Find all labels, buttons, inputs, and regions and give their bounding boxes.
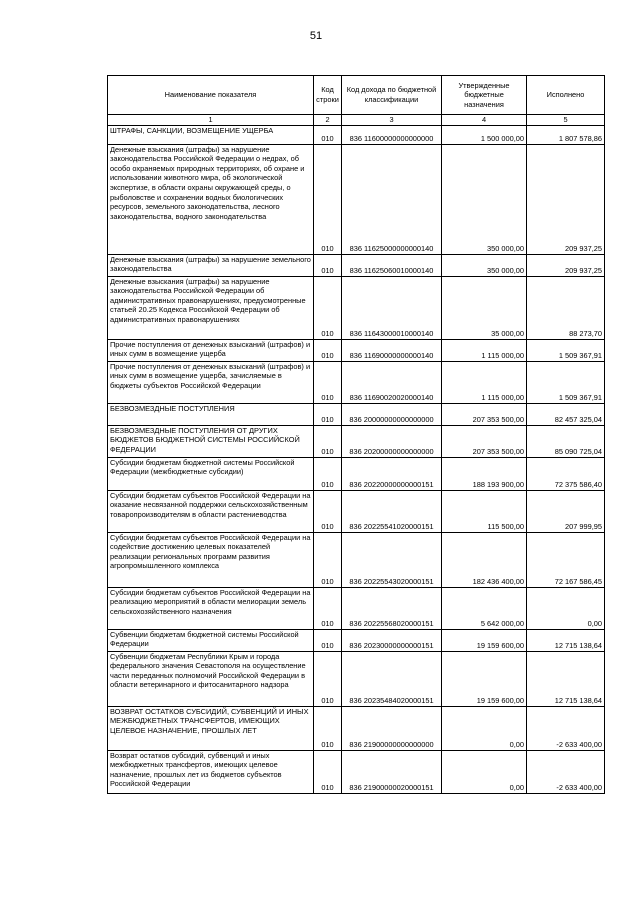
row-approved: 5 642 000,00 [442, 587, 527, 629]
row-line-code: 010 [314, 587, 342, 629]
row-executed: 82 457 325,04 [527, 403, 605, 425]
row-income-code: 836 11643000010000140 [342, 276, 442, 339]
row-name: Денежные взыскания (штрафы) за нарушение законодательства Российской Федерации о недрах, об особо охраняемых природных территориях, об охране и использовании животного мира, об экологической экспертизе, в области охраны окружающей среды, о рыболовстве и сохранении водных биологических ресурсов, земельного законодательства, лесного законодательства, водного законодательства [108, 144, 314, 254]
column-number: 1 [108, 115, 314, 126]
row-income-code: 836 20200000000000000 [342, 425, 442, 457]
row-line-code: 010 [314, 629, 342, 651]
row-income-code: 836 11690000000000140 [342, 339, 442, 361]
row-executed: 72 167 586,45 [527, 532, 605, 587]
row-income-code: 836 11625000000000140 [342, 144, 442, 254]
column-header-income-code: Код дохода по бюджетной классификации [342, 76, 442, 115]
row-income-code: 836 20225543020000151 [342, 532, 442, 587]
row-executed: 1 807 578,86 [527, 125, 605, 144]
column-header-line-code: Код строки [314, 76, 342, 115]
row-name: Субвенции бюджетам бюджетной системы Российской Федерации [108, 629, 314, 651]
row-approved: 1 115 000,00 [442, 361, 527, 403]
column-header-approved: Утвержденные бюджетные назначения [442, 76, 527, 115]
table-row [108, 532, 605, 587]
table-row [108, 403, 605, 425]
row-income-code: 836 20000000000000000 [342, 403, 442, 425]
table-header-row [108, 76, 605, 115]
row-income-code: 836 20225568020000151 [342, 587, 442, 629]
row-income-code: 836 11625060010000140 [342, 254, 442, 276]
row-name: Денежные взыскания (штрафы) за нарушение земельного законодательства [108, 254, 314, 276]
table-row [108, 587, 605, 629]
row-approved: 19 159 600,00 [442, 629, 527, 651]
row-approved: 182 436 400,00 [442, 532, 527, 587]
row-executed: 209 937,25 [527, 144, 605, 254]
table-row [108, 361, 605, 403]
row-line-code: 010 [314, 425, 342, 457]
row-approved: 115 500,00 [442, 490, 527, 532]
row-line-code: 010 [314, 403, 342, 425]
row-income-code: 836 11690020020000140 [342, 361, 442, 403]
row-name: Денежные взыскания (штрафы) за нарушение законодательства Российской Федерации об административных правонарушениях, предусмотренные статьей 20.25 Кодекса Российской Федерации об административных правонарушениях [108, 276, 314, 339]
row-name: БЕЗВОЗМЕЗДНЫЕ ПОСТУПЛЕНИЯ [108, 403, 314, 425]
column-number-row [108, 115, 605, 126]
row-name: Возврат остатков субсидий, субвенций и иных межбюджетных трансфертов, имеющих целевое назначение, прошлых лет из бюджетов субъектов Российской Федерации [108, 750, 314, 793]
row-executed: 12 715 138,64 [527, 629, 605, 651]
row-income-code: 836 21900000000000000 [342, 706, 442, 750]
row-executed: 1 509 367,91 [527, 339, 605, 361]
row-line-code: 010 [314, 125, 342, 144]
row-line-code: 010 [314, 254, 342, 276]
row-executed: 1 509 367,91 [527, 361, 605, 403]
row-executed: 207 999,95 [527, 490, 605, 532]
row-name: Субсидии бюджетам субъектов Российской Федерации на оказание несвязанной поддержки сельскохозяйственным товаропроизводителям в области растениеводства [108, 490, 314, 532]
row-income-code: 836 20230000000000151 [342, 629, 442, 651]
column-header-name: Наименование показателя [108, 76, 314, 115]
row-approved: 350 000,00 [442, 254, 527, 276]
row-approved: 0,00 [442, 750, 527, 793]
row-approved: 1 500 000,00 [442, 125, 527, 144]
row-approved: 0,00 [442, 706, 527, 750]
row-line-code: 010 [314, 144, 342, 254]
table-row [108, 125, 605, 144]
row-line-code: 010 [314, 651, 342, 706]
row-executed: 209 937,25 [527, 254, 605, 276]
row-line-code: 010 [314, 339, 342, 361]
table-row [108, 457, 605, 490]
table-row [108, 425, 605, 457]
row-income-code: 836 20220000000000151 [342, 457, 442, 490]
row-line-code: 010 [314, 532, 342, 587]
row-line-code: 010 [314, 750, 342, 793]
row-executed: 85 090 725,04 [527, 425, 605, 457]
row-income-code: 836 11600000000000000 [342, 125, 442, 144]
page-number: 51 [309, 30, 323, 42]
row-approved: 1 115 000,00 [442, 339, 527, 361]
budget-execution-table [107, 75, 605, 794]
row-approved: 207 353 500,00 [442, 425, 527, 457]
table-row [108, 276, 605, 339]
row-approved: 35 000,00 [442, 276, 527, 339]
row-executed: 0,00 [527, 587, 605, 629]
row-name: Субсидии бюджетам субъектов Российской Федерации на содействие достижению целевых показателей реализации региональных программ развития агропромышленного комплекса [108, 532, 314, 587]
row-line-code: 010 [314, 361, 342, 403]
row-executed: 12 715 138,64 [527, 651, 605, 706]
table-row [108, 144, 605, 254]
row-executed: -2 633 400,00 [527, 706, 605, 750]
table-row [108, 750, 605, 793]
row-approved: 207 353 500,00 [442, 403, 527, 425]
row-line-code: 010 [314, 490, 342, 532]
row-income-code: 836 20225541020000151 [342, 490, 442, 532]
table-row [108, 706, 605, 750]
column-number: 5 [527, 115, 605, 126]
row-name: БЕЗВОЗМЕЗДНЫЕ ПОСТУПЛЕНИЯ ОТ ДРУГИХ БЮДЖЕТОВ БЮДЖЕТНОЙ СИСТЕМЫ РОССИЙСКОЙ ФЕДЕРАЦИИ [108, 425, 314, 457]
column-number: 4 [442, 115, 527, 126]
row-executed: 72 375 586,40 [527, 457, 605, 490]
column-number: 2 [314, 115, 342, 126]
row-name: Прочие поступления от денежных взысканий (штрафов) и иных сумм в возмещение ущерба, зачисляемые в бюджеты субъектов Российской Федерации [108, 361, 314, 403]
table-row [108, 651, 605, 706]
row-income-code: 836 21900000020000151 [342, 750, 442, 793]
table-row [108, 629, 605, 651]
row-name: Прочие поступления от денежных взысканий (штрафов) и иных сумм в возмещение ущерба [108, 339, 314, 361]
row-line-code: 010 [314, 276, 342, 339]
row-approved: 19 159 600,00 [442, 651, 527, 706]
row-approved: 188 193 900,00 [442, 457, 527, 490]
row-name: Субвенции бюджетам Республики Крым и города федерального значения Севастополя на осуществление части переданных полномочий Российской Федерации в области ветеринарного и фитосанитарного надзора [108, 651, 314, 706]
row-approved: 350 000,00 [442, 144, 527, 254]
table-row [108, 254, 605, 276]
row-line-code: 010 [314, 457, 342, 490]
table-row [108, 490, 605, 532]
row-name: ВОЗВРАТ ОСТАТКОВ СУБСИДИЙ, СУБВЕНЦИЙ И ИНЫХ МЕЖБЮДЖЕТНЫХ ТРАНСФЕРТОВ, ИМЕЮЩИХ ЦЕЛЕВОЕ НАЗНАЧЕНИЕ, ПРОШЛЫХ ЛЕТ [108, 706, 314, 750]
column-number: 3 [342, 115, 442, 126]
row-line-code: 010 [314, 706, 342, 750]
column-header-executed: Исполнено [527, 76, 605, 115]
row-name: Субсидии бюджетам субъектов Российской Федерации на реализацию мероприятий в области мелиорации земель сельскохозяйственного назначения [108, 587, 314, 629]
row-income-code: 836 20235484020000151 [342, 651, 442, 706]
row-executed: 88 273,70 [527, 276, 605, 339]
row-name: ШТРАФЫ, САНКЦИИ, ВОЗМЕЩЕНИЕ УЩЕРБА [108, 125, 314, 144]
table-row [108, 339, 605, 361]
row-name: Субсидии бюджетам бюджетной системы Российской Федерации (межбюджетные субсидии) [108, 457, 314, 490]
row-executed: -2 633 400,00 [527, 750, 605, 793]
